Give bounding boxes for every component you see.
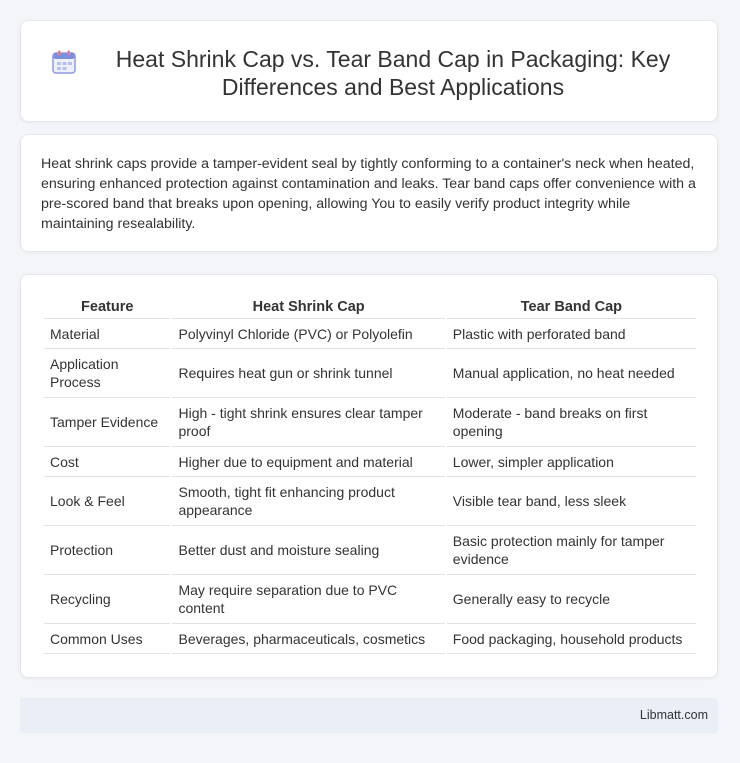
feature-cell: Material xyxy=(44,319,170,349)
table-row xyxy=(44,398,696,447)
calendar-icon xyxy=(51,49,77,75)
table-row xyxy=(44,319,696,349)
page-title: Heat Shrink Cap vs. Tear Band Cap in Packaging: Key Differences and Best Applications xyxy=(115,46,671,100)
heat-shrink-cell: High - tight shrink ensures clear tamper proof xyxy=(172,398,444,447)
tear-band-cell: Basic protection mainly for tamper evidence xyxy=(447,526,696,575)
tear-band-cell: Manual application, no heat needed xyxy=(447,349,696,398)
column-header-feature: Feature xyxy=(44,295,170,319)
heat-shrink-cell: May require separation due to PVC content xyxy=(172,575,444,624)
table-row xyxy=(44,447,696,477)
footer-brand-link[interactable]: Libmatt.com xyxy=(639,708,708,722)
feature-cell: Cost xyxy=(44,447,170,477)
table-header-row xyxy=(44,295,696,319)
feature-cell: Recycling xyxy=(44,575,170,624)
heat-shrink-cell: Requires heat gun or shrink tunnel xyxy=(172,349,444,398)
feature-cell: Look & Feel xyxy=(44,477,170,526)
table-row xyxy=(44,624,696,654)
table-row xyxy=(44,349,696,398)
feature-cell: Tamper Evidence xyxy=(44,398,170,447)
title-row xyxy=(21,21,717,101)
intro-paragraph: Heat shrink caps provide a tamper-evident seal by tightly conforming to a container's neck when heated, ensuring enhanced protection against contamination and leaks. Tear band caps offer convenience with a pre-scored band that breaks upon opening, allowing You to easily verify product integrity while maintaining resealability. xyxy=(41,156,696,232)
feature-cell: Protection xyxy=(44,526,170,575)
heat-shrink-cell: Smooth, tight fit enhancing product appearance xyxy=(172,477,444,526)
tear-band-cell: Lower, simpler application xyxy=(447,447,696,477)
column-header-tear-band: Tear Band Cap xyxy=(447,295,696,319)
heat-shrink-cell: Polyvinyl Chloride (PVC) or Polyolefin xyxy=(172,319,444,349)
tear-band-cell: Generally easy to recycle xyxy=(447,575,696,624)
tear-band-cell: Visible tear band, less sleek xyxy=(447,477,696,526)
intro-card xyxy=(20,134,718,252)
feature-cell: Common Uses xyxy=(44,624,170,654)
table-row xyxy=(44,526,696,575)
heat-shrink-cell: Beverages, pharmaceuticals, cosmetics xyxy=(172,624,444,654)
comparison-card xyxy=(20,274,718,678)
tear-band-cell: Plastic with perforated band xyxy=(447,319,696,349)
footer xyxy=(20,698,718,733)
tear-band-cell: Moderate - band breaks on first opening xyxy=(447,398,696,447)
tear-band-cell: Food packaging, household products xyxy=(447,624,696,654)
table-row xyxy=(44,575,696,624)
table-row xyxy=(44,477,696,526)
comparison-table xyxy=(42,295,698,654)
title-card xyxy=(20,20,718,122)
column-header-heat-shrink: Heat Shrink Cap xyxy=(172,295,444,319)
heat-shrink-cell: Better dust and moisture sealing xyxy=(172,526,444,575)
feature-cell: Application Process xyxy=(44,349,170,398)
heat-shrink-cell: Higher due to equipment and material xyxy=(172,447,444,477)
